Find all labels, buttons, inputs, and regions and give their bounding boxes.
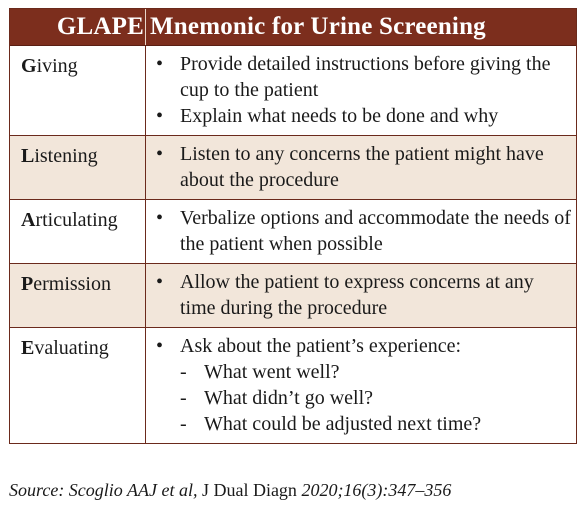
bullet-item: • Ask about the patient’s experience:: [156, 335, 462, 357]
term-initial: P: [21, 273, 34, 295]
term-giving: [10, 46, 146, 135]
term-initial: G: [21, 55, 37, 77]
bullet-text: Ask about the patient’s experience:: [180, 335, 462, 357]
sub-item: - What didn’t go well?: [180, 387, 374, 409]
bullet-text: Explain what needs to be done and why: [180, 105, 499, 127]
header-title: Mnemonic for Urine Screening: [150, 13, 486, 40]
glape-table: [9, 8, 577, 444]
term-articulating: [10, 200, 146, 263]
source-citation: [9, 480, 451, 501]
bullet-text: Verbalize options and accommodate the needs of the patient when possible: [180, 207, 571, 255]
table-header: [10, 9, 576, 46]
term-initial: E: [21, 337, 35, 359]
term-rest: rticulating: [35, 209, 118, 231]
term-evaluating: [10, 328, 146, 443]
table-row-evaluating: [10, 327, 576, 443]
desc-permission: [146, 264, 576, 327]
bullet-item: • Explain what needs to be done and why: [156, 105, 499, 127]
header-acronym: GLAPE: [10, 9, 146, 45]
bullet-text: Allow the patient to express concerns at any time during the procedure: [180, 271, 534, 319]
sub-item: - What could be adjusted next time?: [180, 413, 482, 435]
bullet-item: • Provide detailed instructions before giving the cup to the patient: [156, 51, 572, 103]
table-row-listening: [10, 135, 576, 199]
term-rest: valuating: [34, 337, 109, 359]
sub-item-text: What could be adjusted next time?: [204, 413, 482, 435]
desc-giving: [146, 46, 576, 135]
term-initial: L: [21, 145, 35, 167]
bullet-item: • Listen to any concerns the patient might have about the procedure: [156, 141, 572, 193]
term-permission: [10, 264, 146, 327]
desc-articulating: [146, 200, 576, 263]
term-listening: [10, 136, 146, 199]
sub-item-text: What didn’t go well?: [204, 387, 374, 409]
term-rest: ermission: [33, 273, 111, 295]
desc-evaluating: [146, 328, 576, 443]
term-rest: istening: [34, 145, 98, 167]
bullet-item: • Allow the patient to express concerns at any time during the procedure: [156, 269, 572, 321]
term-rest: iving: [36, 55, 78, 77]
sub-item-text: What went well?: [204, 361, 340, 383]
bullet-text: Listen to any concerns the patient might have about the procedure: [180, 143, 544, 191]
source-reference: 2020;16(3):347–356: [301, 480, 452, 500]
source-prefix: Source: Scoglio AAJ et al,: [9, 480, 198, 500]
sub-item: - What went well?: [180, 361, 340, 383]
table-row-giving: [10, 46, 576, 135]
table-row-articulating: [10, 199, 576, 263]
bullet-text: Provide detailed instructions before giving the cup to the patient: [180, 53, 551, 101]
source-journal: J Dual Diagn: [201, 480, 297, 500]
desc-listening: [146, 136, 576, 199]
term-initial: A: [21, 209, 36, 231]
bullet-item: • Verbalize options and accommodate the needs of the patient when possible: [156, 207, 571, 255]
table-row-permission: [10, 263, 576, 327]
